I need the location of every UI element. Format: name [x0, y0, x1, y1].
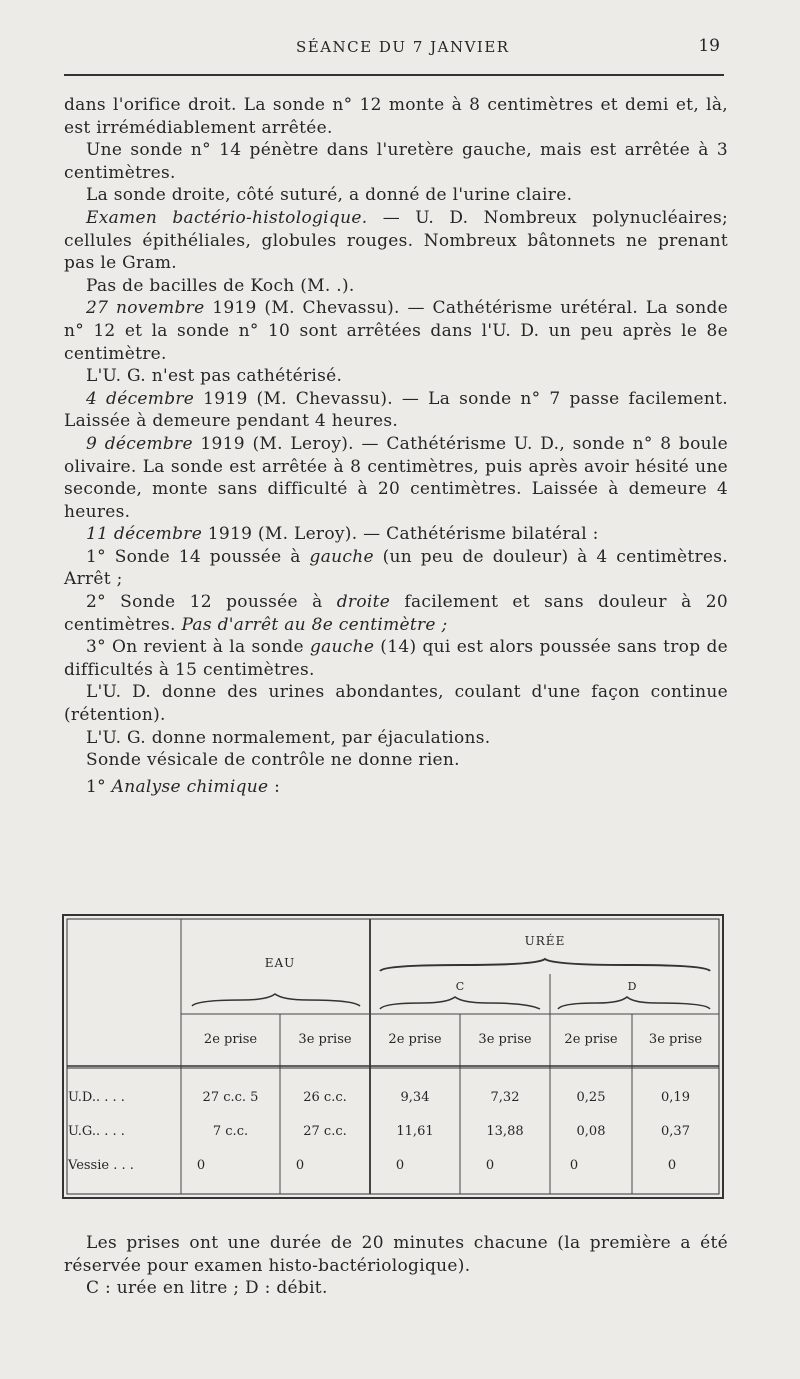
group-header-uree: URÉE	[524, 934, 566, 948]
table-cell: 13,88	[486, 1124, 524, 1139]
table-cell: 7,32	[490, 1090, 520, 1105]
column-header: 3e prise	[478, 1032, 532, 1047]
table-cell: 0	[569, 1158, 579, 1173]
table-cell: 0,19	[661, 1090, 690, 1105]
running-header	[64, 36, 724, 60]
running-title: SÉANCE DU 7 JANVIER	[296, 38, 510, 56]
page-number: 19	[698, 36, 720, 56]
body-text	[64, 94, 728, 798]
paragraph: Sonde vésicale de contrôle ne donne rien.	[86, 750, 460, 771]
row-label: U.G.. . . .	[68, 1124, 125, 1139]
table-cell: 0	[485, 1158, 495, 1173]
row-label: U.D.. . . .	[68, 1090, 125, 1105]
entry-date: 9 décembre	[86, 433, 193, 454]
paragraph: 1° Sonde 14 poussée à gauche (un peu de douleur) à 4 centimètres. Arrêt ;	[64, 546, 728, 590]
column-header: 3e prise	[648, 1032, 703, 1047]
paragraph: 1° Analyse chimique :	[86, 776, 281, 797]
paragraph: 4 décembre 1919 (M. Chevassu). — La sonde n° 7 passe facilement. Laissée à demeure pendant 4 heures.	[64, 388, 728, 432]
paragraph: C : urée en litre ; D : débit.	[86, 1278, 328, 1299]
entry-date: 11 décembre	[86, 524, 203, 545]
table-cell: 0,08	[576, 1124, 606, 1139]
entry-date: 4 décembre	[86, 388, 195, 409]
group-header-eau: EAU	[264, 956, 296, 970]
table-rules	[62, 914, 724, 1199]
paragraph: 27 novembre 1919 (M. Chevassu). — Cathétérisme urétéral. La sonde n° 12 et la sonde n° 10 sont arrêtées dans l'U. D. un peu après le 8e centimètre.	[64, 298, 728, 364]
paragraph: La sonde droite, côté suturé, a donné de l'urine claire.	[86, 185, 573, 206]
paragraph: dans l'orifice droit. La sonde n° 12 monte à 8 centimètres et demi et, là, est irrémédiablement arrêtée.	[64, 95, 728, 138]
table-cell: 7 c.c.	[212, 1124, 249, 1139]
column-header: 2e prise	[203, 1032, 258, 1047]
paragraph: Une sonde n° 14 pénètre dans l'uretère gauche, mais est arrêtée à 3 centimètres.	[64, 140, 728, 183]
paragraph: Les prises ont une durée de 20 minutes chacune (la première a été réservée pour examen histo-bactériologique).	[64, 1233, 728, 1276]
paragraph: 11 décembre 1919 (M. Leroy). — Cathétérisme bilatéral :	[86, 524, 599, 545]
column-header: 3e prise	[298, 1032, 352, 1047]
row-label: Vessie . . .	[68, 1158, 134, 1173]
paragraph: Examen bactério-histologique. — U. D. Nombreux polynucléaires; cellules épithéliales, globules rouges. Nombreux bâtonnets ne prenant pas le Gram.	[64, 207, 728, 274]
analysis-table	[62, 914, 724, 1199]
paragraph: 3° On revient à la sonde gauche (14) qui est alors poussée sans trop de difficultés à 15 centimètres.	[64, 637, 728, 680]
column-header: 2e prise	[564, 1032, 618, 1047]
table-cell: 0	[196, 1158, 206, 1173]
table-cell: 0,37	[661, 1124, 690, 1139]
table-cell: 27 c.c. 5	[202, 1090, 259, 1105]
subgroup-header-d: D	[627, 980, 637, 993]
subgroup-header-c: C	[455, 980, 465, 993]
paragraph: 2° Sonde 12 poussée à droite facilement et sans douleur à 20 centimètres. Pas d'arrêt au 8e centimètre ;	[64, 592, 728, 635]
table-cell: 26 c.c.	[303, 1090, 347, 1105]
table-cell: 11,61	[396, 1124, 434, 1139]
footer-text	[64, 1232, 728, 1300]
paragraph: L'U. D. donne des urines abondantes, coulant d'une façon continue (rétention).	[64, 682, 728, 726]
entry-date: 27 novembre	[86, 298, 205, 319]
column-header: 2e prise	[388, 1032, 442, 1047]
table-cell: 0	[667, 1158, 677, 1173]
table-cell: 0	[295, 1158, 305, 1173]
paragraph: Pas de bacilles de Koch (M. .).	[86, 275, 355, 296]
section-label: Examen bactério-histologique.	[86, 207, 368, 228]
table-cell: 0	[395, 1158, 405, 1173]
table-cell: 27 c.c.	[303, 1124, 347, 1139]
table-cell: 9,34	[400, 1090, 430, 1105]
paragraph: 9 décembre 1919 (M. Leroy). — Cathétérisme U. D., sonde n° 8 boule olivaire. La sonde est arrêtée à 8 centimètres, puis après avoir hésité une seconde, monte sans difficulté à 20 centimètres. Laissée à demeure 4 heures.	[64, 433, 728, 522]
header-rule	[64, 74, 724, 76]
paragraph: L'U. G. n'est pas cathétérisé.	[86, 366, 343, 387]
paragraph: L'U. G. donne normalement, par éjaculations.	[86, 727, 491, 748]
table-cell: 0,25	[576, 1090, 606, 1105]
